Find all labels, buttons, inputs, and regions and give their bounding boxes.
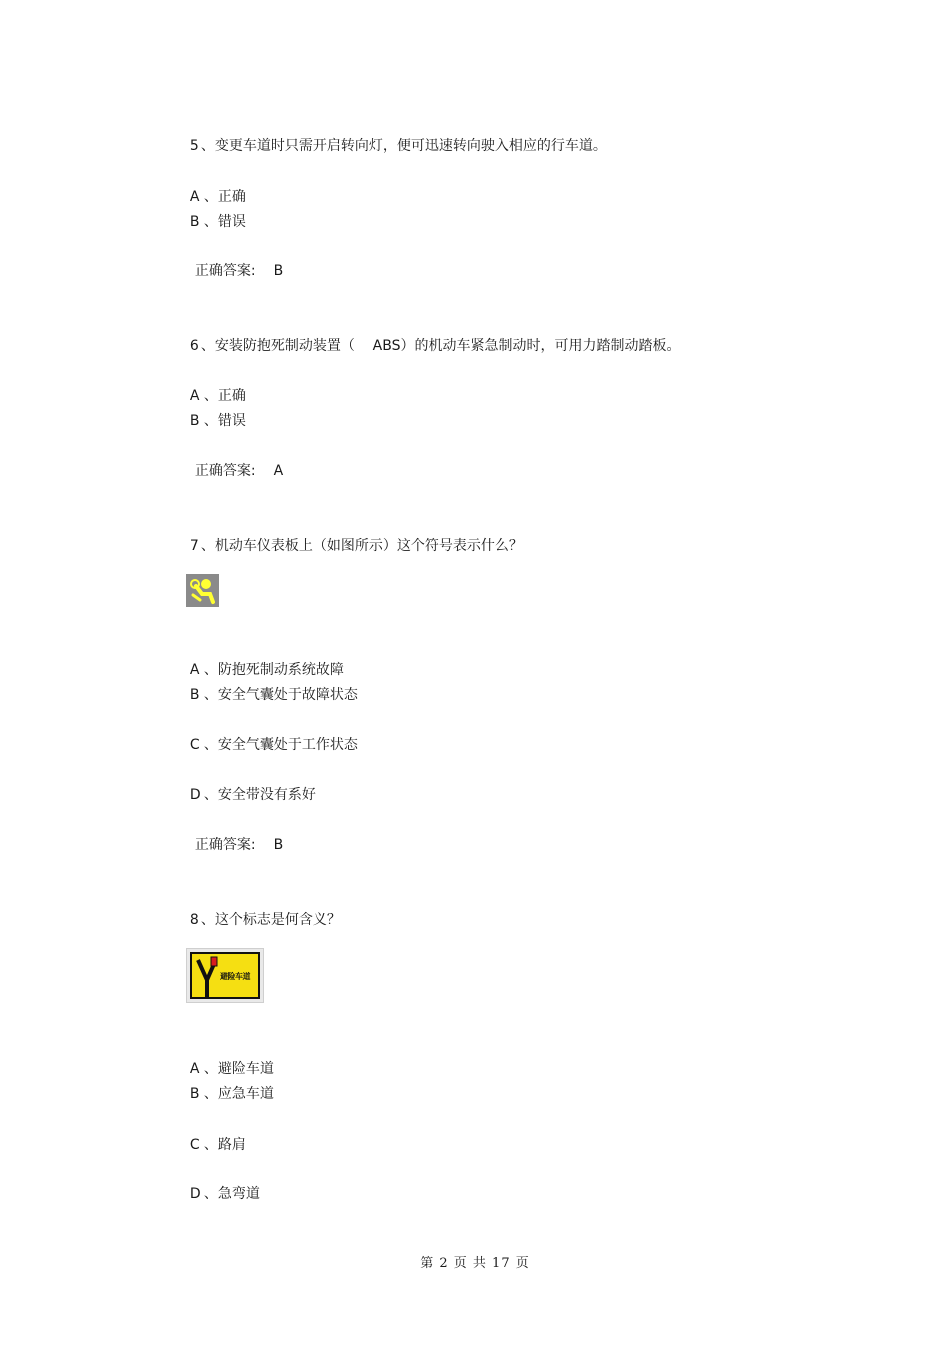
answer-value: A xyxy=(273,463,284,479)
answer-label: 正确答案: xyxy=(194,463,256,479)
sign-text: 避险车道 xyxy=(220,972,250,981)
option-b[interactable] xyxy=(181,195,246,231)
option-letter: A xyxy=(189,662,200,678)
option-letter: D xyxy=(189,787,201,803)
option-letter: C xyxy=(189,1137,200,1153)
page-footer: 第 2 页 共 17 页 xyxy=(420,1256,530,1271)
question-stem: 、这个标志是何含义？ xyxy=(200,912,341,928)
fork-road-symbol xyxy=(194,954,222,999)
option-letter: B xyxy=(189,1086,200,1102)
question-stem: 、变更车道时只需开启转向灯，便可迅速转向驶入相应的行车道。 xyxy=(200,138,607,154)
option-text: 、正确 xyxy=(203,189,246,205)
escape-lane-sign-icon xyxy=(186,948,264,1003)
question-5-text xyxy=(181,119,607,155)
question-number: 8 xyxy=(189,912,199,928)
airbag-symbol-svg xyxy=(186,574,219,607)
answer-label: 正确答案: xyxy=(194,837,256,853)
option-text: 、错误 xyxy=(203,214,246,230)
option-text: 、错误 xyxy=(203,413,246,429)
option-letter: C xyxy=(189,737,200,753)
option-text: 、应急车道 xyxy=(203,1086,274,1102)
option-b[interactable] xyxy=(181,668,358,704)
question-number: 7 xyxy=(189,538,199,554)
option-b[interactable] xyxy=(181,1067,274,1103)
option-text: 、安全气囊处于故障状态 xyxy=(203,687,358,703)
question-stem: 、机动车仪表板上（如图所示）这个符号表示什么？ xyxy=(200,538,523,554)
option-letter: A xyxy=(189,388,200,404)
answer-label: 正确答案: xyxy=(194,263,256,279)
option-b[interactable] xyxy=(181,394,246,430)
answer-value: B xyxy=(273,263,284,279)
option-text: 、安全带没有系好 xyxy=(203,787,316,803)
option-letter: B xyxy=(189,214,200,230)
option-c[interactable] xyxy=(181,718,358,754)
option-d[interactable] xyxy=(181,1167,260,1203)
answer-line xyxy=(186,444,283,480)
option-text: 、急弯道 xyxy=(203,1186,260,1202)
option-letter: D xyxy=(189,1186,201,1202)
option-d[interactable] xyxy=(181,768,316,804)
option-letter: A xyxy=(189,189,200,205)
option-letter: B xyxy=(189,687,200,703)
question-6-text xyxy=(181,319,680,355)
answer-line xyxy=(186,244,283,280)
question-8-text xyxy=(181,893,341,929)
sign-board xyxy=(190,952,260,999)
option-c[interactable] xyxy=(181,1118,246,1154)
answer-value: B xyxy=(273,837,284,853)
option-text: 、安全气囊处于工作状态 xyxy=(203,737,358,753)
airbag-warning-icon xyxy=(186,574,219,607)
question-number: 6 xyxy=(189,338,199,354)
answer-line xyxy=(186,818,283,854)
option-text: 、路肩 xyxy=(203,1137,246,1153)
option-letter: A xyxy=(189,1061,200,1077)
question-number: 5 xyxy=(189,138,199,154)
option-text: 、防抱死制动系统故障 xyxy=(203,662,344,678)
question-7-text xyxy=(181,519,523,555)
question-stem: 、安装防抱死制动装置（ ABS）的机动车紧急制动时，可用力踏制动踏板。 xyxy=(200,338,681,354)
option-text: 、正确 xyxy=(203,388,246,404)
option-text: 、避险车道 xyxy=(203,1061,274,1077)
option-letter: B xyxy=(189,413,200,429)
